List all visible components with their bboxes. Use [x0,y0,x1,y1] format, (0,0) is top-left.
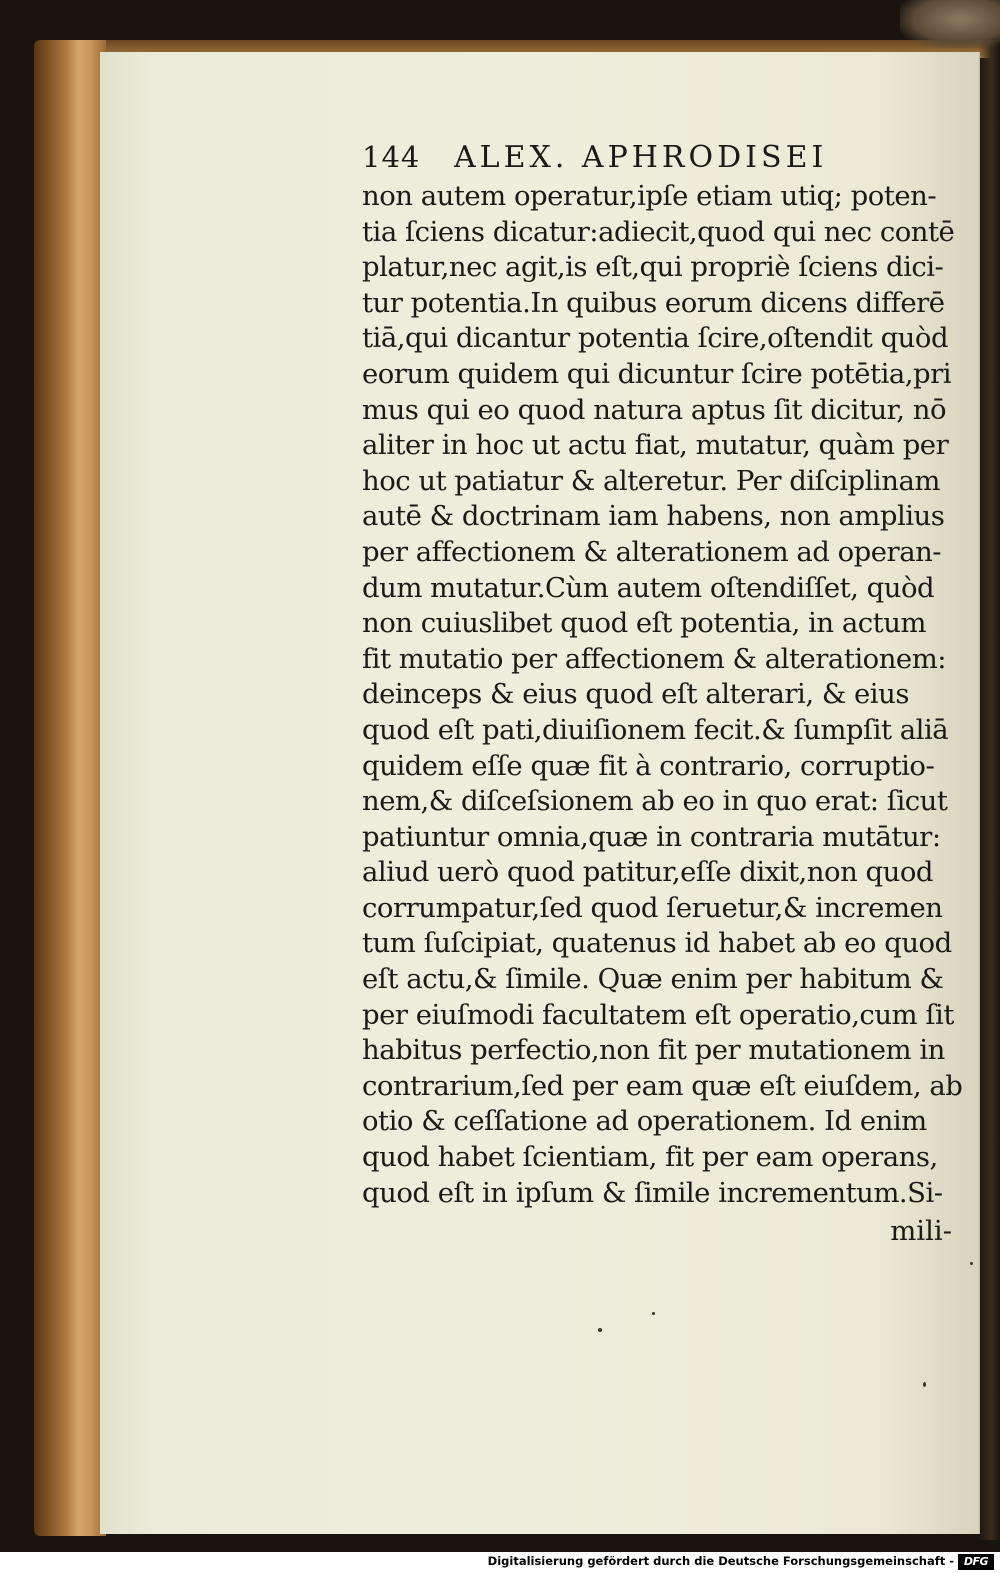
text-line: otio & ceſſatione ad operationem. Id enim [362,1105,927,1138]
text-line: quidem eſſe quæ fit à contrario, corruptio- [362,749,935,782]
text-line: tum ſuſcipiat, quatenus id habet ab eo quod [362,927,952,960]
text-line: non autem operatur,ipſe etiam utiq; poten- [362,180,937,212]
digitization-credit: Digitalisierung gefördert durch die Deutsche Forschungsgemeinschaft - [487,1554,954,1568]
text-line: tur potentia.In quibus eorum dicens differē [362,286,945,319]
corner-scrap [900,0,1000,48]
text-line: deinceps & eius quod eſt alterari, & eius [362,678,909,711]
ink-speck [923,1382,926,1387]
book-page-edges [34,40,106,1536]
text-line: dum mutatur.Cùm autem oſtendiſſet, quòd [362,571,935,604]
text-line: contrarium,ſed per eam quæ eſt eiuſdem, ab [362,1069,963,1102]
running-head [362,135,972,179]
catchword: mili- [890,1215,952,1248]
text-line: corrumpatur,ſed quod ſeruetur,& incremen [362,891,943,924]
text-line: quod habet ſcientiam, fit per eam operans, [362,1141,938,1174]
text-line: eſt actu,& ſimile. Quæ enim per habitum & [362,963,944,996]
text-line: tia ſciens dicatur:adiecit,quod qui nec contē [362,215,955,248]
ink-speck [970,1262,973,1265]
page-text-block [362,135,972,1251]
text-lines [362,179,972,1211]
text-line: per affectionem & alterationem ad operan- [362,535,942,568]
text-line: mus qui eo quod natura aptus ſit dicitur, nō [362,393,947,426]
text-line: non cuiuslibet quod eſt potentia, in actum [362,607,926,640]
dfg-logo: DFG [958,1554,994,1570]
text-line: autē & doctrinam iam habens, non amplius [362,500,945,533]
text-line: per eiuſmodi facultatem eſt operatio,cum ſit [362,998,954,1031]
text-line: patiuntur omnia,quæ in contraria mutātur: [362,820,941,853]
ink-speck [652,1312,655,1315]
text-line: quod eſt pati,diuiſionem fecit.& ſumpſit aliā [362,713,949,746]
gutter-shadow [978,40,1000,1540]
running-title: ALEX. APHRODISEI [454,140,828,175]
text-line: platur,nec agit,is eſt,qui propriè ſciens dici- [362,251,944,284]
text-line: hoc ut patiatur & alteretur. Per diſciplinam [362,464,940,497]
ink-speck [598,1328,602,1332]
text-line: eorum quidem qui dicuntur ſcire potētia,pri [362,357,952,390]
page-number: 144 [362,140,421,174]
text-line: tiā,qui dicantur potentia ſcire,oſtendit quòd [362,322,949,355]
text-line: nem,& diſceſsionem ab eo in quo erat: ſicut [362,785,948,818]
text-line: aliud uerò quod patitur,eſſe dixit,non quod [362,856,933,889]
text-line: fit mutatio per affectionem & alterationem: [362,642,947,675]
text-line: quod eſt in ipſum & ſimile incrementum.Si- [362,1176,943,1209]
text-line: aliter in hoc ut actu fiat, mutatur, quàm per [362,429,949,462]
text-line: habitus perfectio,non fit per mutationem in [362,1034,945,1067]
